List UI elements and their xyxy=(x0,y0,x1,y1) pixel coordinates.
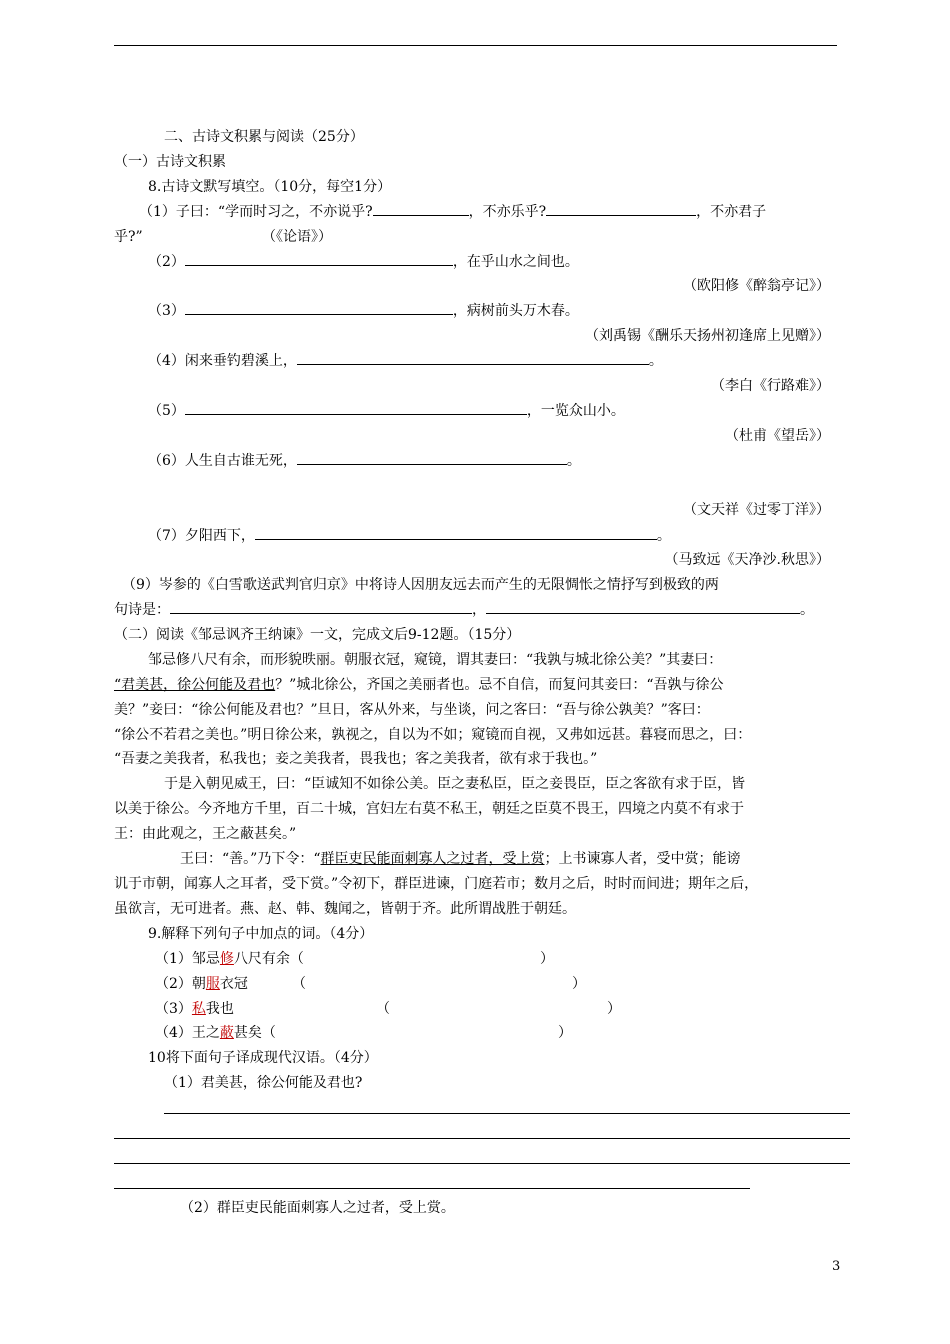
passage-line: 以美于徐公。今齐地方千里，百二十城，宫妇左右莫不私王，朝廷之臣莫不畏王，四境之内莫不有求于 xyxy=(114,801,744,817)
source: （刘禹锡《酬乐天扬州初逢席上见赠》） xyxy=(585,328,830,344)
text: 乎?” xyxy=(114,229,143,245)
section-title: 二、古诗文积累与阅读（25分） xyxy=(164,129,364,145)
text: ， xyxy=(472,602,486,618)
subsection-title: （一）古诗文积累 xyxy=(114,154,226,170)
q8-item-6 xyxy=(148,452,581,470)
q8-item-4 xyxy=(148,352,663,370)
text: 王曰：“善。”乃下令：“ xyxy=(180,851,321,867)
q9-item-1 xyxy=(155,950,304,968)
text: （6）人生自古谁无死， xyxy=(148,453,297,469)
question-10-title: 10将下面句子译成现代汉语。（4分） xyxy=(148,1050,378,1066)
underlined-text: “君美甚，徐公何能及君也 xyxy=(114,677,276,693)
dotted-word: 蔽 xyxy=(219,1025,234,1041)
answer-blank[interactable] xyxy=(185,402,527,415)
text: （3） xyxy=(148,303,185,319)
q8-item-9: （9）岑参的《白雪歌送武判官归京》中将诗人因朋友远去而产生的无限惆怅之情抒写到极致的两 xyxy=(122,577,719,593)
answer-blank[interactable] xyxy=(486,601,800,614)
source: （《论语》） xyxy=(262,229,332,245)
passage-line: 邹忌修八尺有余，而形貌昳丽。朝服衣冠，窥镜，谓其妻曰：“我孰与城北徐公美？”其妻曰： xyxy=(148,652,723,668)
answer-blank[interactable] xyxy=(297,352,649,365)
passage-line: 讥于市朝，闻寡人之耳者，受下赏。”令初下，群臣进谏，门庭若市；数月之后，时时而间进；期年之后， xyxy=(114,876,759,892)
answer-line[interactable] xyxy=(114,1163,850,1164)
passage-line: 于是入朝见威王，曰：“臣诚知不如徐公美。臣之妻私臣，臣之妾畏臣，臣之客欲有求于臣，皆 xyxy=(164,776,746,792)
passage-line xyxy=(180,850,740,868)
answer-line[interactable] xyxy=(114,1188,750,1189)
text: 八尺有余（ xyxy=(233,951,304,967)
q9-item-4 xyxy=(155,1024,276,1042)
q10-sentence-1: （1）君美甚，徐公何能及君也? xyxy=(164,1075,363,1091)
text: 。 xyxy=(648,353,663,369)
header-rule xyxy=(114,45,837,46)
answer-close: ） xyxy=(572,976,586,992)
answer-blank[interactable] xyxy=(546,203,696,216)
passage-line: 虽欲言，无可进者。燕、赵、韩、魏闻之，皆朝于齐。此所谓战胜于朝廷。 xyxy=(114,901,576,917)
q8-item-2 xyxy=(148,253,579,271)
text: ，不亦君子 xyxy=(696,204,767,220)
text: （4）王之 xyxy=(155,1025,220,1041)
dotted-word: 修 xyxy=(219,951,234,967)
answer-close: ） xyxy=(540,951,554,967)
underlined-text: 群臣吏民能面刺寡人之过者，受上赏 xyxy=(320,851,545,867)
source: （李白《行路难》） xyxy=(711,378,830,394)
text: （5） xyxy=(148,403,185,419)
text: ，不亦乐乎? xyxy=(468,204,547,220)
text: 衣冠 xyxy=(219,976,248,992)
subsection-title: （二）阅读《邹忌讽齐王纳谏》一文，完成文后9-12题。（15分） xyxy=(114,627,521,643)
question-8-title: 8.古诗文默写填空。（10分，每空1分） xyxy=(148,179,392,195)
text: 句诗是： xyxy=(114,602,170,618)
text: 。 xyxy=(656,528,671,544)
question-9-title: 9.解释下列句子中加点的词。（4分） xyxy=(148,926,374,942)
q9-item-2 xyxy=(155,975,248,993)
answer-blank[interactable] xyxy=(255,527,657,540)
dotted-word: 服 xyxy=(205,976,220,992)
q10-sentence-2: （2）群臣吏民能面刺寡人之过者，受上赏。 xyxy=(180,1200,455,1216)
text: （2） xyxy=(148,254,185,270)
passage-line: 王：由此观之，王之蔽甚矣。” xyxy=(114,826,297,842)
dotted-word: 私 xyxy=(191,1001,206,1017)
text: 。 xyxy=(800,602,814,618)
text: 甚矣（ xyxy=(233,1025,276,1041)
text: 。 xyxy=(566,453,581,469)
text: （2）朝 xyxy=(155,976,206,992)
text: ，病树前头万木春。 xyxy=(452,303,579,319)
q8-item-7 xyxy=(148,527,671,545)
answer-blank[interactable] xyxy=(170,601,472,614)
source: （欧阳修《醉翁亭记》） xyxy=(683,278,830,294)
q8-item-9-cont xyxy=(114,601,814,619)
answer-open: （ xyxy=(292,976,306,992)
text: （3） xyxy=(155,1001,192,1017)
passage-line: “吾妻之美我者，私我也；妾之美我者，畏我也；客之美我者，欲有求于我也。” xyxy=(114,751,598,767)
source: （马致远《天净沙.秋思》） xyxy=(664,552,830,568)
text: 我也 xyxy=(205,1001,234,1017)
text: ，在乎山水之间也。 xyxy=(452,254,579,270)
answer-line[interactable] xyxy=(164,1113,850,1114)
page-number: 3 xyxy=(832,1259,841,1274)
answer-blank[interactable] xyxy=(185,302,453,315)
passage-line xyxy=(114,676,724,694)
q8-item-1-cont xyxy=(114,228,143,246)
q8-item-3 xyxy=(148,302,579,320)
passage-line: “徐公不若君之美也。”明日徐公来，孰视之，自以为不如；窥镜而自视，又弗如远甚。暮寝而思之，曰： xyxy=(114,727,752,743)
answer-close: ） xyxy=(558,1025,572,1041)
text: ；上书谏寡人者，受中赏；能谤 xyxy=(544,851,741,867)
q9-item-3 xyxy=(155,1000,234,1018)
q8-item-5 xyxy=(148,402,625,420)
passage-line: 美？”妾曰：“徐公何能及君也？”旦日，客从外来，与坐谈，问之客曰：“吾与徐公孰美？”客曰： xyxy=(114,702,710,718)
text: （1）邹忌 xyxy=(155,951,220,967)
answer-blank[interactable] xyxy=(297,452,567,465)
answer-blank[interactable] xyxy=(185,253,453,266)
q8-item-1 xyxy=(139,203,766,221)
answer-blank[interactable] xyxy=(373,203,469,216)
answer-line[interactable] xyxy=(114,1138,850,1139)
source: （杜甫《望岳》） xyxy=(725,428,830,444)
text: （4）闲来垂钓碧溪上， xyxy=(148,353,297,369)
text: ？”城北徐公，齐国之美丽者也。忌不自信，而复问其妾曰：“吾孰与徐公 xyxy=(275,677,724,693)
text: （1）子曰：“学而时习之，不亦说乎? xyxy=(139,204,373,220)
answer-open: （ xyxy=(376,1001,390,1017)
text: （7）夕阳西下， xyxy=(148,528,255,544)
answer-close: ） xyxy=(607,1001,621,1017)
source: （文天祥《过零丁洋》） xyxy=(683,502,830,518)
text: ，一览众山小。 xyxy=(526,403,625,419)
